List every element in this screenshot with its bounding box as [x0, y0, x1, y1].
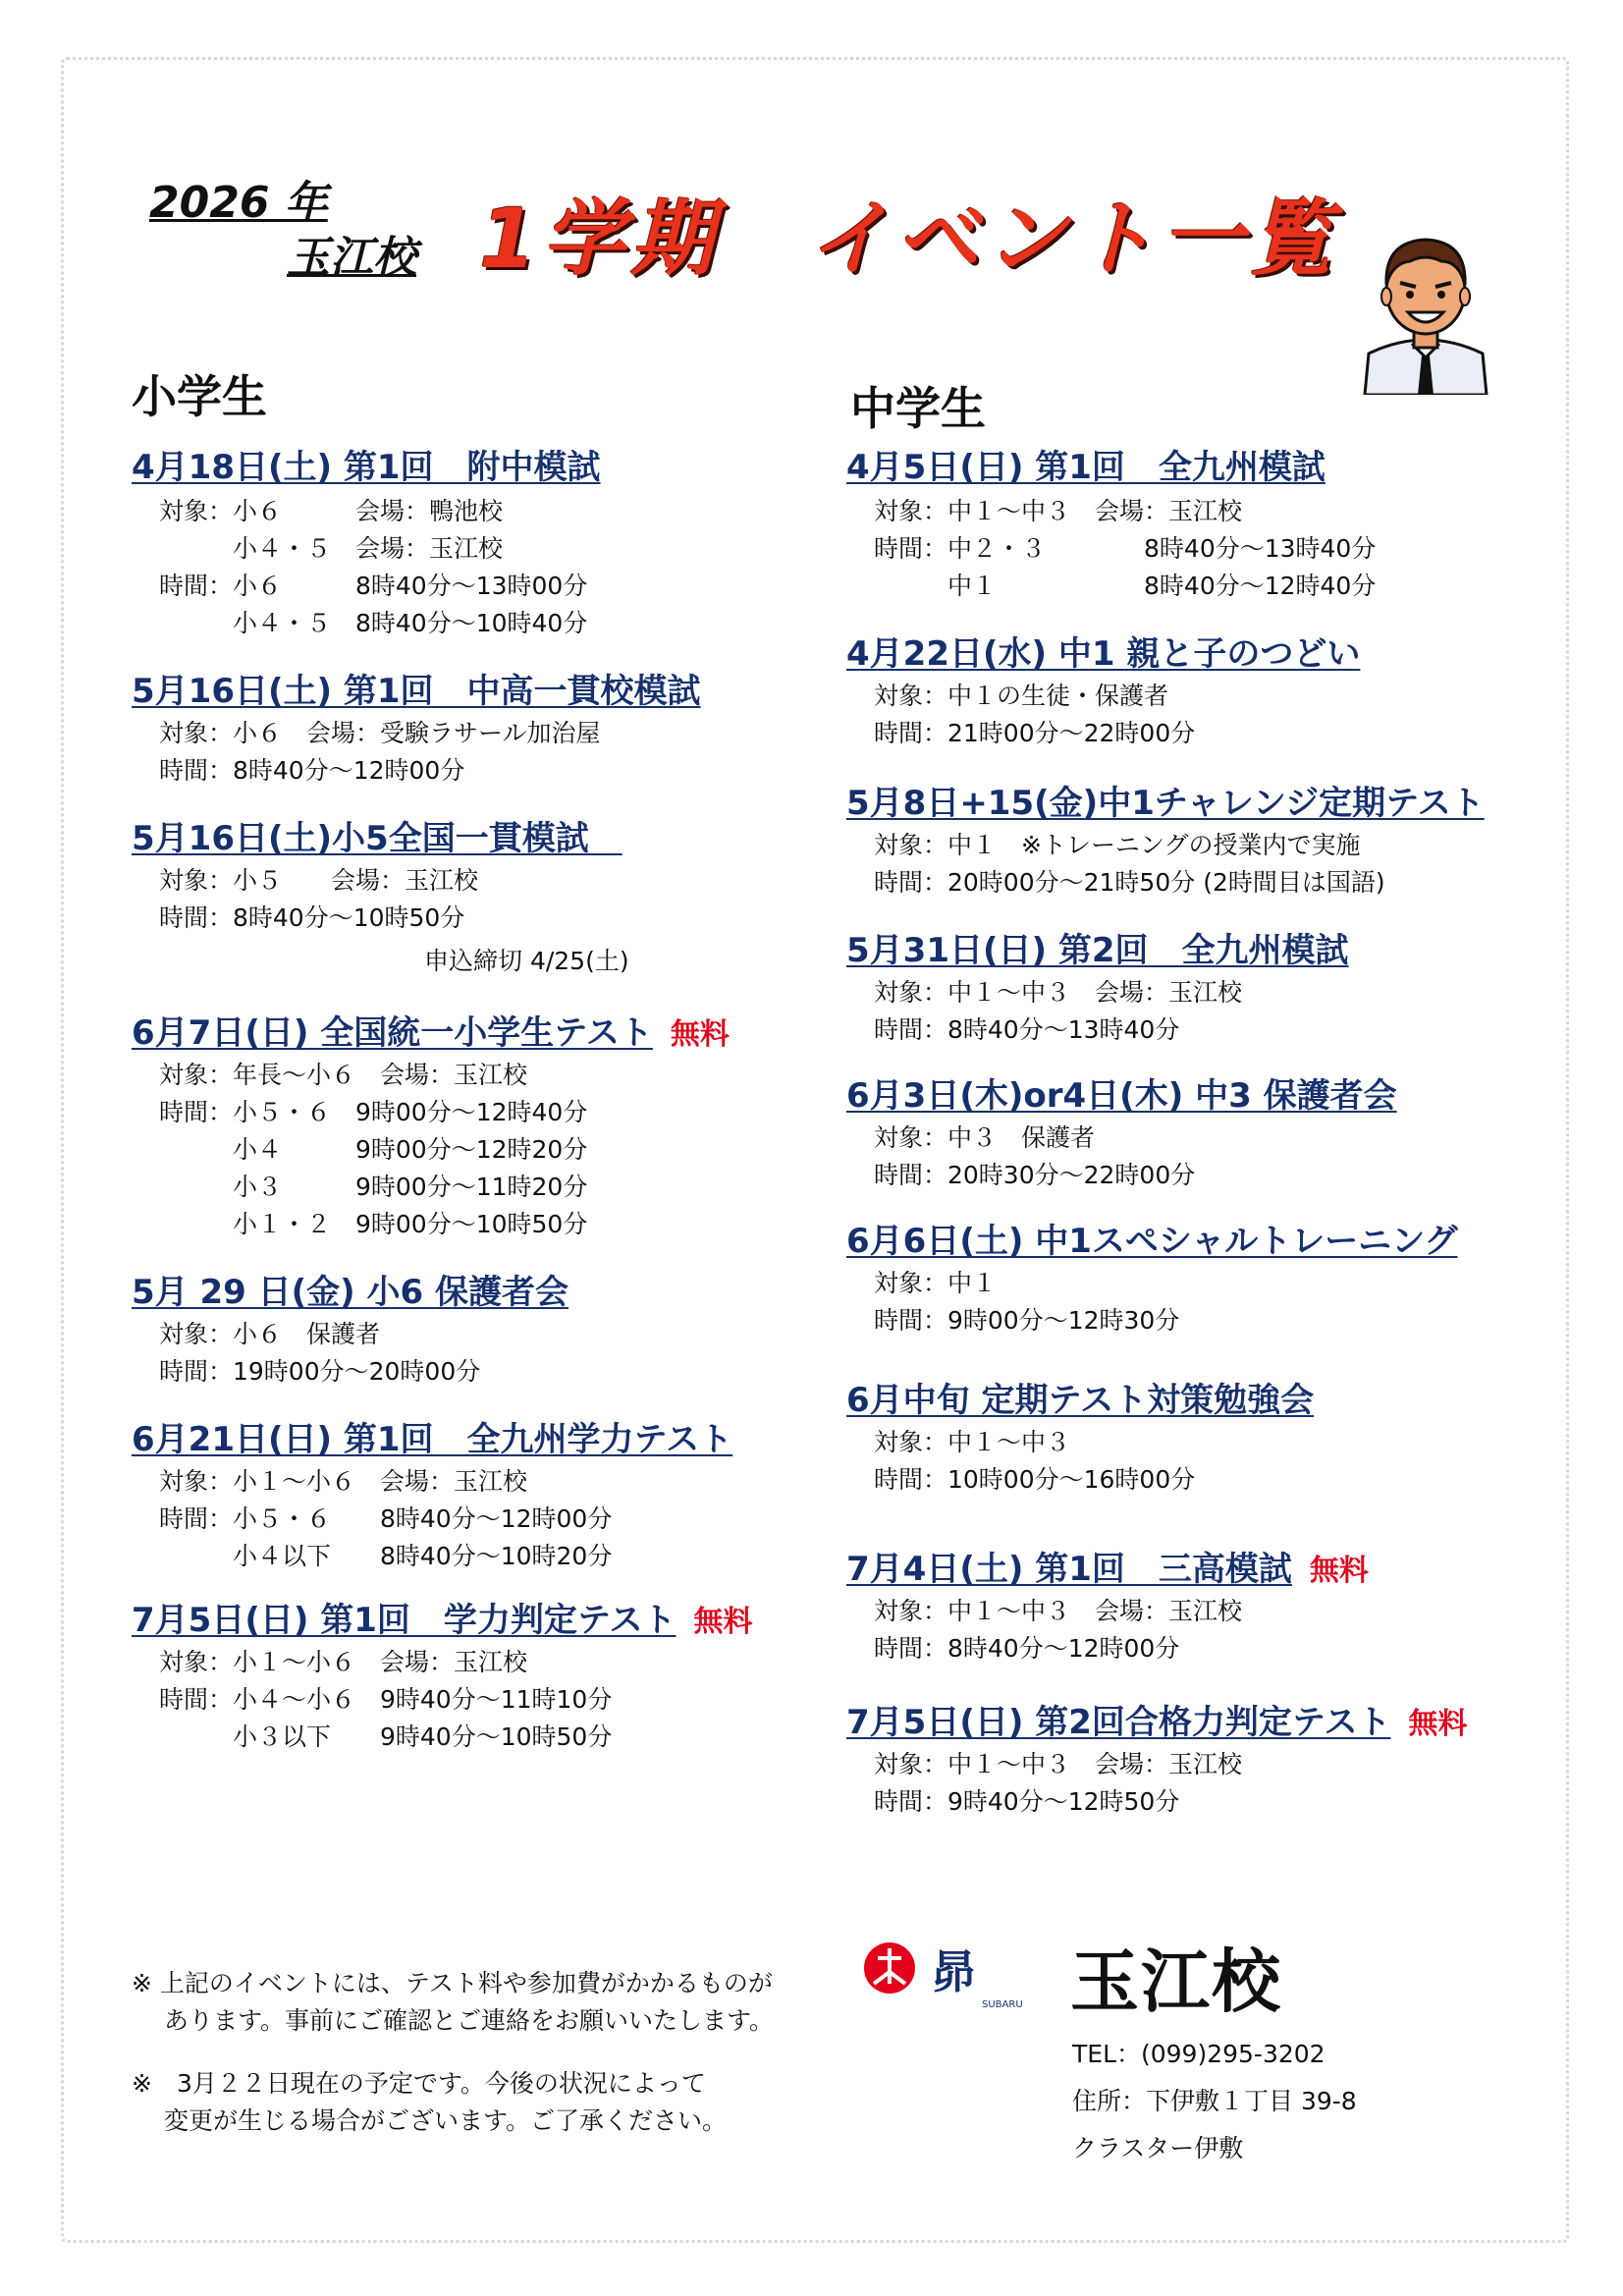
event-detail: 時間：8時40分～10時50分 — [159, 903, 465, 932]
event-title-text: 6月7日(日) 全国統一小学生テスト — [132, 1013, 653, 1053]
header-school: 玉江校 — [287, 233, 416, 283]
header-year: 2026 年 — [149, 178, 328, 228]
event-title-text: 7月4日(土) 第1回 三高模試 — [846, 1550, 1292, 1589]
event-title: 6月21日(日) 第1回 全九州学力テスト — [132, 1420, 733, 1459]
event-detail: 小３以下 9時40分～10時50分 — [159, 1722, 613, 1751]
junior-heading: 中学生 — [850, 382, 986, 435]
event-title: 6月中旬 定期テスト対策勉強会 — [846, 1381, 1315, 1420]
event-detail: 小３ 9時00分～11時20分 — [159, 1173, 588, 1201]
note-line: 変更が生じる場合がございます。ご了承ください。 — [132, 2106, 727, 2135]
event-detail: 対象：小６ 保護者 — [159, 1320, 381, 1348]
note-line: あります。事前にご確認とご連絡をお願いいたします。 — [132, 2006, 774, 2035]
application-deadline: 申込締切 4/25(土) — [424, 947, 629, 975]
event-detail: 時間：8時40分～13時40分 — [874, 1015, 1180, 1044]
event-title-text: 7月5日(日) 第2回合格力判定テスト — [846, 1703, 1391, 1742]
event-detail: 対象：中１～中３ 会場：玉江校 — [874, 1750, 1243, 1778]
event-title: 5月31日(日) 第2回 全九州模試 — [846, 931, 1349, 970]
event-detail: 対象：年長～小６ 会場：玉江校 — [159, 1061, 528, 1089]
elementary-heading: 小学生 — [132, 370, 267, 423]
event-title: 5月8日+15(金)中1チャレンジ定期テスト — [846, 784, 1485, 823]
event-detail: 対象：小５ 会場：玉江校 — [159, 866, 479, 895]
event-title — [132, 1006, 730, 1054]
event-detail: 対象：中１～中３ 会場：玉江校 — [874, 978, 1243, 1007]
event-detail: 対象：中１の生徒・保護者 — [874, 682, 1169, 710]
event-detail: 時間：8時40分～12時00分 — [159, 756, 465, 785]
event-detail: 時間：9時00分～12時30分 — [874, 1306, 1180, 1335]
subaru-logo — [860, 1935, 1047, 2013]
event-detail: 時間：21時00分～22時00分 — [874, 719, 1196, 747]
free-badge: 無料 — [670, 1017, 730, 1052]
event-detail: 対象：小１～小６ 会場：玉江校 — [159, 1648, 528, 1676]
logo-mark: 昴 — [931, 1945, 976, 1998]
event-title-text: 7月5日(日) 第1回 学力判定テスト — [132, 1601, 676, 1640]
event-title: 5月16日(土) 第1回 中高一貫校模試 — [132, 672, 701, 711]
event-detail: 対象：中１～中３ — [874, 1428, 1071, 1456]
event-detail: 時間：20時00分～21時50分 (2時間目は国語) — [874, 868, 1385, 897]
event-detail: 対象：中１～中３ 会場：玉江校 — [874, 1597, 1243, 1625]
brand-school-name: 玉江校 — [1070, 1941, 1282, 2022]
event-detail: 対象：小６ 会場：受験ラサール加治屋 — [159, 719, 601, 747]
event-detail: 対象：中１ — [874, 1269, 998, 1297]
event-detail: 小４ 9時00分～12時20分 — [159, 1135, 588, 1164]
event-detail: 小４・５ 8時40分～10時40分 — [159, 609, 588, 637]
page-title: 1学期 イベント一覧 — [479, 191, 1338, 287]
event-detail: 対象：中３ 保護者 — [874, 1123, 1096, 1152]
note-line: ※ 3月２２日現在の予定です。今後の状況によって — [132, 2069, 706, 2098]
event-detail: 対象：小１～小６ 会場：玉江校 — [159, 1467, 528, 1496]
event-title: 5月 29 日(金) 小6 保護者会 — [132, 1273, 569, 1312]
tel-info: TEL：(099)295-3202 — [1072, 2040, 1325, 2068]
event-detail: 時間：小６ 8時40分～13時00分 — [159, 572, 588, 600]
event-title: 4月22日(水) 中1 親と子のつどい — [846, 634, 1361, 674]
event-detail: 時間：8時40分～12時00分 — [874, 1634, 1180, 1663]
event-title — [846, 1542, 1369, 1590]
event-detail: 対象：中１ ※トレーニングの授業内で実施 — [874, 831, 1361, 859]
event-detail: 小４・５ 会場：玉江校 — [159, 534, 504, 563]
event-detail: 時間：19時00分～20時00分 — [159, 1357, 481, 1386]
event-detail: 時間：小４～小６ 9時40分～11時10分 — [159, 1685, 613, 1714]
event-detail: 小４以下 8時40分～10時20分 — [159, 1542, 613, 1570]
free-badge: 無料 — [1408, 1707, 1468, 1741]
event-detail: 時間：中２・３ 8時40分～13時40分 — [874, 534, 1377, 563]
event-detail: 時間：小５・６ 8時40分～12時00分 — [159, 1504, 613, 1533]
event-detail: 時間：9時40分～12時50分 — [874, 1787, 1180, 1816]
event-title: 6月6日(土) 中1スペシャルトレーニング — [846, 1222, 1458, 1261]
free-badge: 無料 — [1309, 1554, 1369, 1588]
event-title — [846, 1695, 1468, 1743]
address-info: 住所：下伊敷１丁目 39-8 — [1072, 2087, 1357, 2115]
event-detail: 対象：小６ 会場：鴨池校 — [159, 497, 504, 525]
free-badge: 無料 — [693, 1605, 753, 1639]
event-title — [132, 1593, 753, 1641]
event-detail: 時間：小５・６ 9時00分～12時40分 — [159, 1098, 588, 1126]
event-title: 4月18日(土) 第1回 附中模試 — [132, 448, 601, 487]
event-detail: 時間：20時30分～22時00分 — [874, 1161, 1196, 1189]
note-line: ※ 上記のイベントには、テスト料や参加費がかかるものが — [132, 1969, 773, 1997]
event-title: 6月3日(木)or4日(木) 中3 保護者会 — [846, 1076, 1397, 1116]
event-detail: 中１ 8時40分～12時40分 — [874, 572, 1377, 600]
event-title: 4月5日(日) 第1回 全九州模試 — [846, 448, 1325, 487]
event-detail: 時間：10時00分～16時00分 — [874, 1465, 1196, 1494]
logo-sub: SUBARU — [982, 1999, 1023, 2010]
building-info: クラスター伊敷 — [1072, 2134, 1244, 2162]
event-detail: 対象：中１～中３ 会場：玉江校 — [874, 497, 1243, 525]
event-title: 5月16日(土)小5全国一貫模試 — [132, 819, 622, 858]
teacher-illustration — [1357, 228, 1494, 395]
event-detail: 小１・２ 9時00分～10時50分 — [159, 1210, 588, 1238]
